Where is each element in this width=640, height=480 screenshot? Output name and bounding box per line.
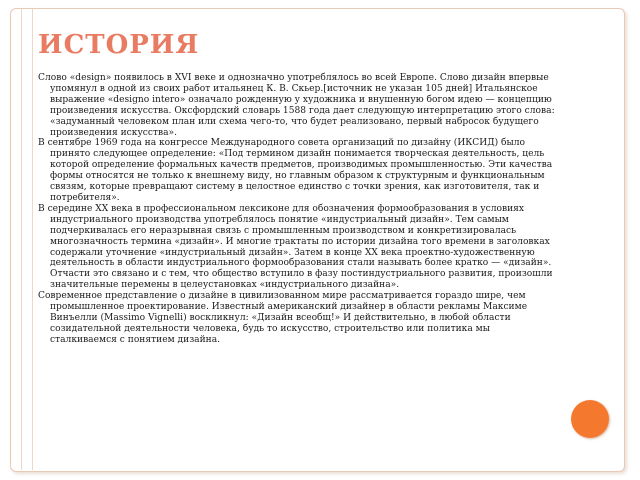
slide-title: ИСТОРИЯ — [38, 30, 200, 60]
paragraph-industrial-design: В середине XX века в профессиональном лексиконе для обозначения формообразования в условиях индустриального производства употреблялось понятие «индустриальный дизайн». Тем самым подчеркивалась его неразрывная связь с промышленным производством и конкретизировалась многозначность термина «дизайн». И многие трактаты по истории дизайна того времени в заголовках содержали уточнение «индустриальный дизайн». Затем в конце XX века проектно-художественную деятельность в области индустриального формообразования стали называть более кратко — «дизайн». Отчасти это связано и с тем, что общество вступило в фазу постиндустриального развития, произошли значительные перемены в целеустановках «индустриального дизайна». — [38, 203, 553, 291]
paragraph-icsid-definition: В сентябре 1969 года на конгрессе Международного совета организаций по дизайну (ИКСИД) было принято следующее определение: «Под термином дизайн понимается творческая деятельность, цель которой определение формальных качеств предметов, производимых промышленностью. Эти качества формы относятся не только к внешнему виду, но главным образом к структурным и функциональным связям, которые превращают систему в целостное единство с точки зрения, как изготовителя, так и потребителя». — [38, 138, 553, 203]
slide-body — [38, 73, 555, 346]
paragraph-origin: Слово «design» появилось в XVI веке и однозначно употреблялось во всей Европе. Слово дизайн впервые упомянул в одной из своих работ итальянец К. В. Скьер.[источник не указан 105 дней] Итальянское выражение «designo intero» означало рожденную у художника и внушенную богом идею — концепцию произведения искусства. Оксфордский словарь 1588 года дает следующую интерпретацию этого слова: «задуманный человеком план или схема чего-то, что будет реализовано, первый набросок будущего произведения искусства». — [38, 73, 555, 138]
decorative-orange-circle — [571, 400, 609, 438]
decorative-left-rule — [21, 9, 33, 470]
paragraph-modern-view: Современное представление о дизайне в цивилизованном мире рассматривается гораздо шире, чем промышленное проектирование. Известный американский дизайнер в области рекламы Максиме Винъелли (Massimo Vignelli) воскликнул: «Дизайн всеобщ!» И действительно, в любой области созидательной деятельности человека, будь то искусство, строительство или политика мы сталкиваемся с понятием дизайна. — [38, 291, 528, 345]
